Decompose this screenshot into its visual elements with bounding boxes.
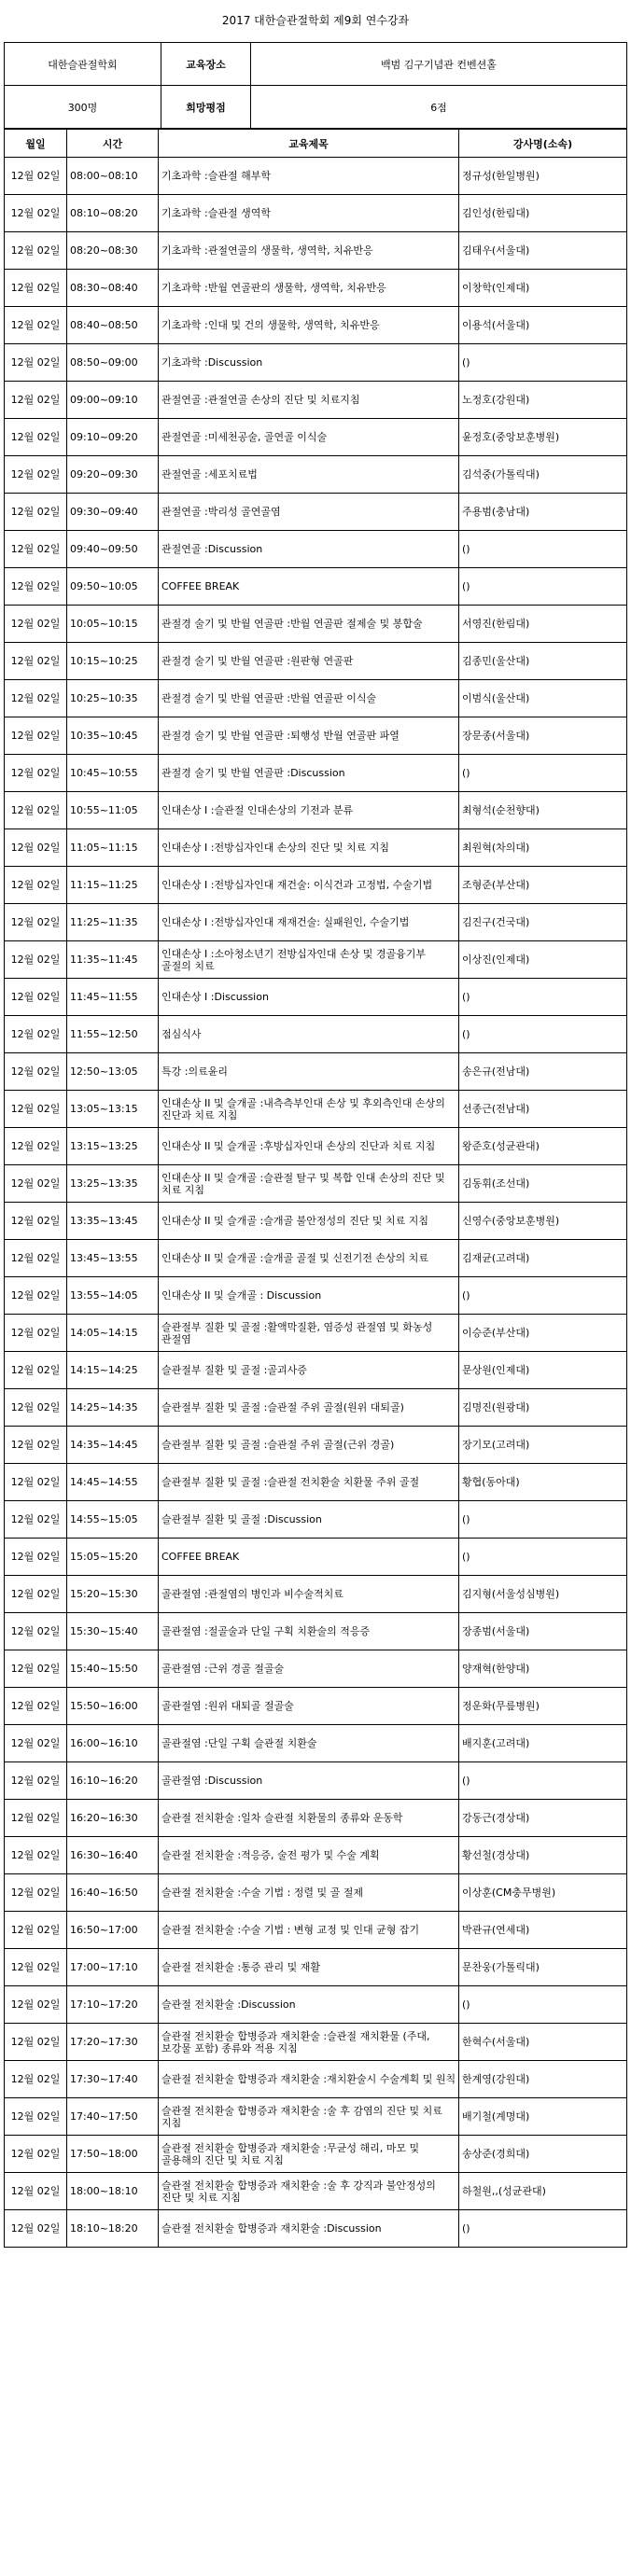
session-title: 슬관절 전치환술 :수술 기법 : 정렬 및 골 절제	[159, 1874, 459, 1912]
schedule-row	[5, 1800, 627, 1837]
schedule-row	[5, 1501, 627, 1539]
session-title: 인대손상 I :전방십자인대 손상의 진단 및 치료 지침	[159, 829, 459, 867]
session-date: 12월 02일	[5, 2173, 67, 2210]
schedule-row	[5, 1837, 627, 1874]
session-speaker: 김인성(한림대)	[459, 195, 627, 232]
header-speaker: 강사명(소속)	[459, 130, 627, 158]
session-time: 14:35~14:45	[67, 1427, 159, 1464]
session-speaker: 황협(동아대)	[459, 1464, 627, 1501]
session-speaker: 최형석(순천향대)	[459, 792, 627, 829]
session-time: 08:50~09:00	[67, 344, 159, 382]
schedule-row	[5, 792, 627, 829]
session-date: 12월 02일	[5, 643, 67, 680]
session-date: 12월 02일	[5, 1762, 67, 1800]
session-time: 10:35~10:45	[67, 717, 159, 755]
session-speaker: 장기모(고려대)	[459, 1427, 627, 1464]
session-time: 15:40~15:50	[67, 1650, 159, 1688]
session-date: 12월 02일	[5, 2024, 67, 2061]
session-time: 13:25~13:35	[67, 1165, 159, 1203]
session-speaker: 신영수(중앙보훈병원)	[459, 1203, 627, 1240]
schedule-row	[5, 344, 627, 382]
session-title: 관절경 술기 및 반월 연골판 :퇴행성 반월 연골판 파열	[159, 717, 459, 755]
session-time: 10:15~10:25	[67, 643, 159, 680]
session-speaker: 한계영(강원대)	[459, 2061, 627, 2098]
session-speaker: ()	[459, 531, 627, 568]
schedule-row	[5, 1576, 627, 1613]
session-date: 12월 02일	[5, 494, 67, 531]
header-time: 시간	[67, 130, 159, 158]
session-time: 14:25~14:35	[67, 1389, 159, 1427]
session-time: 09:40~09:50	[67, 531, 159, 568]
session-date: 12월 02일	[5, 1091, 67, 1128]
session-date: 12월 02일	[5, 979, 67, 1016]
session-title: 슬관절부 질환 및 골절 :슬관절 주위 골절(근위 경골)	[159, 1427, 459, 1464]
session-date: 12월 02일	[5, 1800, 67, 1837]
schedule-row	[5, 1053, 627, 1091]
schedule-row	[5, 1464, 627, 1501]
session-date: 12월 02일	[5, 829, 67, 867]
session-title: 기초과학 :Discussion	[159, 344, 459, 382]
session-speaker: 하철원,,(성균관대)	[459, 2173, 627, 2210]
session-time: 08:20~08:30	[67, 232, 159, 270]
session-date: 12월 02일	[5, 307, 67, 344]
session-date: 12월 02일	[5, 1501, 67, 1539]
session-title: 기초과학 :반월 연골판의 생물학, 생역학, 치유반응	[159, 270, 459, 307]
session-time: 17:00~17:10	[67, 1949, 159, 1986]
session-speaker: ()	[459, 1762, 627, 1800]
schedule-row	[5, 643, 627, 680]
header-title: 교육제목	[159, 130, 459, 158]
session-title: 골관절염 :원위 대퇴골 절골술	[159, 1688, 459, 1725]
session-title: 인대손상 II 및 슬개골 :후방십자인대 손상의 진단과 치료 지침	[159, 1128, 459, 1165]
session-time: 13:15~13:25	[67, 1128, 159, 1165]
schedule-row	[5, 1352, 627, 1389]
schedule-row	[5, 1240, 627, 1277]
session-speaker: 김진구(건국대)	[459, 904, 627, 941]
session-title: 관절연골 :세포치료법	[159, 456, 459, 494]
session-title: 인대손상 I :슬관절 인대손상의 기전과 분류	[159, 792, 459, 829]
session-date: 12월 02일	[5, 1389, 67, 1427]
session-speaker: 송상준(경희대)	[459, 2136, 627, 2173]
session-title: COFFEE BREAK	[159, 1539, 459, 1576]
session-title: 관절경 술기 및 반월 연골판 :반월 연골판 절제술 및 봉합술	[159, 606, 459, 643]
session-speaker: ()	[459, 2210, 627, 2248]
schedule-row	[5, 1091, 627, 1128]
session-title: 슬관절 전치환술 :수술 기법 : 변형 교정 및 인대 균형 잡기	[159, 1912, 459, 1949]
schedule-row	[5, 867, 627, 904]
session-time: 10:55~11:05	[67, 792, 159, 829]
schedule-header-row	[5, 130, 627, 158]
session-title: 슬관절 전치환술 합병증과 재치환술 :술 후 강직과 불안정성의 진단 및 치료 지침	[159, 2173, 459, 2210]
session-speaker: 서영진(한림대)	[459, 606, 627, 643]
session-time: 11:55~12:50	[67, 1016, 159, 1053]
session-time: 08:30~08:40	[67, 270, 159, 307]
session-date: 12월 02일	[5, 1352, 67, 1389]
session-title: 슬관절 전치환술 :통증 관리 및 재활	[159, 1949, 459, 1986]
schedule-row	[5, 1650, 627, 1688]
session-speaker: 송은규(전남대)	[459, 1053, 627, 1091]
session-speaker: 배기철(계명대)	[459, 2098, 627, 2136]
session-speaker: ()	[459, 1539, 627, 1576]
course-info-table	[4, 42, 627, 129]
session-date: 12월 02일	[5, 1837, 67, 1874]
session-time: 10:45~10:55	[67, 755, 159, 792]
session-date: 12월 02일	[5, 1016, 67, 1053]
session-speaker: 김재균(고려대)	[459, 1240, 627, 1277]
session-speaker: 최원혁(차의대)	[459, 829, 627, 867]
session-speaker: 김석중(가톨릭대)	[459, 456, 627, 494]
schedule-row	[5, 2024, 627, 2061]
session-time: 13:45~13:55	[67, 1240, 159, 1277]
session-time: 15:05~15:20	[67, 1539, 159, 1576]
session-time: 17:20~17:30	[67, 2024, 159, 2061]
session-time: 11:25~11:35	[67, 904, 159, 941]
session-time: 14:05~14:15	[67, 1315, 159, 1352]
session-title: 슬관절부 질환 및 골절 :슬관절 주위 골절(원위 대퇴골)	[159, 1389, 459, 1427]
schedule-row	[5, 1315, 627, 1352]
session-time: 12:50~13:05	[67, 1053, 159, 1091]
session-date: 12월 02일	[5, 232, 67, 270]
session-title: 인대손상 II 및 슬개골 :내측측부인대 손상 및 후외측인대 손상의 진단과 치료 지침	[159, 1091, 459, 1128]
schedule-row	[5, 717, 627, 755]
schedule-row	[5, 456, 627, 494]
points-label: 희망평점	[161, 86, 251, 129]
session-speaker: ()	[459, 344, 627, 382]
session-speaker: 정규성(한일병원)	[459, 158, 627, 195]
session-date: 12월 02일	[5, 568, 67, 606]
session-time: 14:55~15:05	[67, 1501, 159, 1539]
session-speaker: 윤정호(중앙보훈병원)	[459, 419, 627, 456]
schedule-row	[5, 158, 627, 195]
venue-value: 백범 김구기념관 컨벤션홀	[251, 43, 627, 86]
session-time: 13:05~13:15	[67, 1091, 159, 1128]
session-title: 인대손상 II 및 슬개골 :슬개골 불안정성의 진단 및 치료 지침	[159, 1203, 459, 1240]
session-date: 12월 02일	[5, 1576, 67, 1613]
session-date: 12월 02일	[5, 1650, 67, 1688]
schedule-row	[5, 1165, 627, 1203]
session-time: 08:40~08:50	[67, 307, 159, 344]
session-time: 17:50~18:00	[67, 2136, 159, 2173]
session-time: 13:55~14:05	[67, 1277, 159, 1315]
session-speaker: 김지형(서울성심병원)	[459, 1576, 627, 1613]
session-speaker: 김태우(서울대)	[459, 232, 627, 270]
session-speaker: 문상원(인제대)	[459, 1352, 627, 1389]
session-time: 09:30~09:40	[67, 494, 159, 531]
session-date: 12월 02일	[5, 195, 67, 232]
schedule-row	[5, 1912, 627, 1949]
session-date: 12월 02일	[5, 1688, 67, 1725]
session-time: 11:45~11:55	[67, 979, 159, 1016]
document-title: 2017 대한슬관절학회 제9회 연수강좌	[221, 14, 410, 27]
session-title: 기초과학 :슬관절 생역학	[159, 195, 459, 232]
session-title: 슬관절 전치환술 합병증과 재치환술 :슬관절 재치환물 (주대, 보강물 포함) 종류와 적용 지침	[159, 2024, 459, 2061]
schedule-row	[5, 1688, 627, 1725]
capacity-value: 300명	[5, 86, 161, 129]
session-date: 12월 02일	[5, 419, 67, 456]
session-time: 16:30~16:40	[67, 1837, 159, 1874]
schedule-row	[5, 2098, 627, 2136]
session-title: 슬관절부 질환 및 골절 :활액막질환, 염증성 관절염 및 화농성 관절염	[159, 1315, 459, 1352]
session-title: 인대손상 II 및 슬개골 : Discussion	[159, 1277, 459, 1315]
session-speaker: 조형준(부산대)	[459, 867, 627, 904]
info-row-venue	[5, 43, 627, 86]
session-title: 기초과학 :슬관절 해부학	[159, 158, 459, 195]
session-time: 14:45~14:55	[67, 1464, 159, 1501]
session-speaker: 이창학(인제대)	[459, 270, 627, 307]
session-title: 인대손상 II 및 슬개골 :슬관절 탈구 및 복합 인대 손상의 진단 및 치료 지침	[159, 1165, 459, 1203]
session-title: 슬관절부 질환 및 골절 :골괴사증	[159, 1352, 459, 1389]
session-speaker: 김동휘(조선대)	[459, 1165, 627, 1203]
session-speaker: 장문종(서울대)	[459, 717, 627, 755]
session-date: 12월 02일	[5, 1986, 67, 2024]
schedule-row	[5, 382, 627, 419]
session-time: 16:00~16:10	[67, 1725, 159, 1762]
session-title: 슬관절 전치환술 합병증과 재치환술 :Discussion	[159, 2210, 459, 2248]
session-time: 13:35~13:45	[67, 1203, 159, 1240]
schedule-row	[5, 606, 627, 643]
session-time: 08:00~08:10	[67, 158, 159, 195]
schedule-row	[5, 1016, 627, 1053]
session-date: 12월 02일	[5, 680, 67, 717]
session-date: 12월 02일	[5, 755, 67, 792]
schedule-row	[5, 1725, 627, 1762]
session-date: 12월 02일	[5, 1053, 67, 1091]
session-speaker: 선종근(전남대)	[459, 1091, 627, 1128]
session-title: 관절연골 :박리성 골연골염	[159, 494, 459, 531]
session-title: 관절연골 :관절연골 손상의 진단 및 치료지침	[159, 382, 459, 419]
session-date: 12월 02일	[5, 1277, 67, 1315]
session-title: 골관절염 :단일 구획 슬관절 치환술	[159, 1725, 459, 1762]
session-date: 12월 02일	[5, 717, 67, 755]
points-value: 6점	[251, 86, 627, 129]
session-title: 기초과학 :관절연골의 생물학, 생역학, 치유반응	[159, 232, 459, 270]
schedule-row	[5, 904, 627, 941]
schedule-row	[5, 680, 627, 717]
schedule-row	[5, 1874, 627, 1912]
session-title: 인대손상 II 및 슬개골 :슬개골 골절 및 신전기전 손상의 치료	[159, 1240, 459, 1277]
session-speaker: 황선철(경상대)	[459, 1837, 627, 1874]
session-date: 12월 02일	[5, 2136, 67, 2173]
schedule-row	[5, 270, 627, 307]
session-title: 인대손상 I :소아청소년기 전방십자인대 손상 및 경골융기부 골절의 치료	[159, 941, 459, 979]
session-speaker: 양재혁(한양대)	[459, 1650, 627, 1688]
session-speaker: 이범식(울산대)	[459, 680, 627, 717]
session-speaker: 김종민(울산대)	[459, 643, 627, 680]
session-title: 골관절염 :절골술과 단일 구획 치환술의 적응증	[159, 1613, 459, 1650]
session-date: 12월 02일	[5, 1912, 67, 1949]
society-name: 대한슬관절학회	[5, 43, 161, 86]
schedule-row	[5, 2136, 627, 2173]
session-title: 점심식사	[159, 1016, 459, 1053]
session-speaker: 강동근(경상대)	[459, 1800, 627, 1837]
session-speaker: 왕준호(성균관대)	[459, 1128, 627, 1165]
session-title: 슬관절부 질환 및 골절 :슬관절 전치환술 치환물 주위 골절	[159, 1464, 459, 1501]
session-title: 슬관절부 질환 및 골절 :Discussion	[159, 1501, 459, 1539]
session-date: 12월 02일	[5, 270, 67, 307]
schedule-row	[5, 1128, 627, 1165]
session-time: 16:40~16:50	[67, 1874, 159, 1912]
session-speaker: 정운화(무릎병원)	[459, 1688, 627, 1725]
session-speaker: ()	[459, 1501, 627, 1539]
session-title: 골관절염 :근위 경골 절골술	[159, 1650, 459, 1688]
session-speaker: 이상진(인제대)	[459, 941, 627, 979]
session-speaker: ()	[459, 1986, 627, 2024]
session-date: 12월 02일	[5, 2098, 67, 2136]
session-date: 12월 02일	[5, 456, 67, 494]
session-date: 12월 02일	[5, 1464, 67, 1501]
session-title: 슬관절 전치환술 합병증과 재치환술 :술 후 감염의 진단 및 치료 지침	[159, 2098, 459, 2136]
session-speaker: ()	[459, 1016, 627, 1053]
schedule-row	[5, 419, 627, 456]
session-time: 18:00~18:10	[67, 2173, 159, 2210]
session-date: 12월 02일	[5, 158, 67, 195]
schedule-row	[5, 1949, 627, 1986]
session-time: 16:50~17:00	[67, 1912, 159, 1949]
session-time: 16:10~16:20	[67, 1762, 159, 1800]
session-time: 11:35~11:45	[67, 941, 159, 979]
session-date: 12월 02일	[5, 1725, 67, 1762]
session-speaker: ()	[459, 568, 627, 606]
session-date: 12월 02일	[5, 1539, 67, 1576]
session-date: 12월 02일	[5, 941, 67, 979]
session-speaker: 김명진(원광대)	[459, 1389, 627, 1427]
schedule-row	[5, 941, 627, 979]
schedule-row	[5, 1986, 627, 2024]
session-time: 10:25~10:35	[67, 680, 159, 717]
session-date: 12월 02일	[5, 1874, 67, 1912]
schedule-row	[5, 232, 627, 270]
info-row-capacity	[5, 86, 627, 129]
session-time: 15:50~16:00	[67, 1688, 159, 1725]
session-title: 관절연골 :미세천공술, 골연골 이식술	[159, 419, 459, 456]
schedule-row	[5, 829, 627, 867]
schedule-table	[4, 129, 627, 2248]
schedule-row	[5, 1427, 627, 1464]
session-date: 12월 02일	[5, 1203, 67, 1240]
schedule-row	[5, 1277, 627, 1315]
schedule-row	[5, 568, 627, 606]
schedule-row	[5, 1613, 627, 1650]
schedule-row	[5, 2210, 627, 2248]
session-time: 16:20~16:30	[67, 1800, 159, 1837]
session-date: 12월 02일	[5, 1949, 67, 1986]
session-date: 12월 02일	[5, 792, 67, 829]
session-speaker: ()	[459, 755, 627, 792]
session-date: 12월 02일	[5, 904, 67, 941]
session-date: 12월 02일	[5, 1427, 67, 1464]
session-speaker: 주용범(충남대)	[459, 494, 627, 531]
session-time: 15:20~15:30	[67, 1576, 159, 1613]
session-date: 12월 02일	[5, 1128, 67, 1165]
session-title: 슬관절 전치환술 :적응증, 술전 평가 및 수술 계획	[159, 1837, 459, 1874]
session-speaker: 한혁수(서울대)	[459, 2024, 627, 2061]
session-date: 12월 02일	[5, 1315, 67, 1352]
session-title: 슬관절 전치환술 :일차 슬관절 치환물의 종류와 운동학	[159, 1800, 459, 1837]
session-date: 12월 02일	[5, 1613, 67, 1650]
session-time: 08:10~08:20	[67, 195, 159, 232]
schedule-row	[5, 531, 627, 568]
session-date: 12월 02일	[5, 867, 67, 904]
session-title: 관절경 술기 및 반월 연골판 :Discussion	[159, 755, 459, 792]
session-speaker: ()	[459, 1277, 627, 1315]
schedule-row	[5, 1389, 627, 1427]
schedule-row	[5, 494, 627, 531]
session-date: 12월 02일	[5, 382, 67, 419]
schedule-row	[5, 1203, 627, 1240]
session-date: 12월 02일	[5, 2210, 67, 2248]
session-title: 골관절염 :관절염의 병인과 비수술적치료	[159, 1576, 459, 1613]
session-speaker: 노정호(강원대)	[459, 382, 627, 419]
session-title: 골관절염 :Discussion	[159, 1762, 459, 1800]
session-speaker: 문찬웅(가톨릭대)	[459, 1949, 627, 1986]
session-time: 15:30~15:40	[67, 1613, 159, 1650]
session-title: 특강 :의료윤리	[159, 1053, 459, 1091]
session-title: COFFEE BREAK	[159, 568, 459, 606]
session-title: 슬관절 전치환술 합병증과 재치환술 :무균성 해리, 마모 및 골용해의 진단 및 치료 지침	[159, 2136, 459, 2173]
session-title: 인대손상 I :전방십자인대 재재건술: 실패원인, 수술기법	[159, 904, 459, 941]
session-time: 11:05~11:15	[67, 829, 159, 867]
session-date: 12월 02일	[5, 344, 67, 382]
session-title: 기초과학 :인대 및 건의 생물학, 생역학, 치유반응	[159, 307, 459, 344]
schedule-row	[5, 979, 627, 1016]
session-date: 12월 02일	[5, 1165, 67, 1203]
session-title: 인대손상 I :Discussion	[159, 979, 459, 1016]
session-time: 09:00~09:10	[67, 382, 159, 419]
session-time: 09:10~09:20	[67, 419, 159, 456]
schedule-row	[5, 195, 627, 232]
session-title: 관절연골 :Discussion	[159, 531, 459, 568]
session-time: 17:10~17:20	[67, 1986, 159, 2024]
session-time: 14:15~14:25	[67, 1352, 159, 1389]
session-date: 12월 02일	[5, 2061, 67, 2098]
session-time: 18:10~18:20	[67, 2210, 159, 2248]
venue-label: 교육장소	[161, 43, 251, 86]
session-title: 관절경 술기 및 반월 연골판 :반월 연골판 이식술	[159, 680, 459, 717]
schedule-row	[5, 1539, 627, 1576]
session-date: 12월 02일	[5, 606, 67, 643]
session-speaker: 배지훈(고려대)	[459, 1725, 627, 1762]
session-speaker: 이상훈(CM충무병원)	[459, 1874, 627, 1912]
session-title: 슬관절 전치환술 :Discussion	[159, 1986, 459, 2024]
session-time: 11:15~11:25	[67, 867, 159, 904]
session-title: 슬관절 전치환술 합병증과 재치환술 :재치환술시 수술계획 및 원칙	[159, 2061, 459, 2098]
schedule-row	[5, 2173, 627, 2210]
session-speaker: 박관규(연세대)	[459, 1912, 627, 1949]
session-title: 관절경 술기 및 반월 연골판 :원판형 연골판	[159, 643, 459, 680]
session-time: 10:05~10:15	[67, 606, 159, 643]
session-time: 17:30~17:40	[67, 2061, 159, 2098]
schedule-row	[5, 755, 627, 792]
session-date: 12월 02일	[5, 531, 67, 568]
session-speaker: 이승준(부산대)	[459, 1315, 627, 1352]
schedule-row	[5, 2061, 627, 2098]
schedule-row	[5, 307, 627, 344]
session-title: 인대손상 I :전방십자인대 재건술: 이식건과 고정법, 수술기법	[159, 867, 459, 904]
schedule-row	[5, 1762, 627, 1800]
session-date: 12월 02일	[5, 1240, 67, 1277]
session-time: 09:50~10:05	[67, 568, 159, 606]
session-speaker: 이용석(서울대)	[459, 307, 627, 344]
session-speaker: ()	[459, 979, 627, 1016]
header-date: 월일	[5, 130, 67, 158]
session-speaker: 장종범(서울대)	[459, 1613, 627, 1650]
schedule-body	[5, 158, 627, 2248]
session-time: 17:40~17:50	[67, 2098, 159, 2136]
session-time: 09:20~09:30	[67, 456, 159, 494]
